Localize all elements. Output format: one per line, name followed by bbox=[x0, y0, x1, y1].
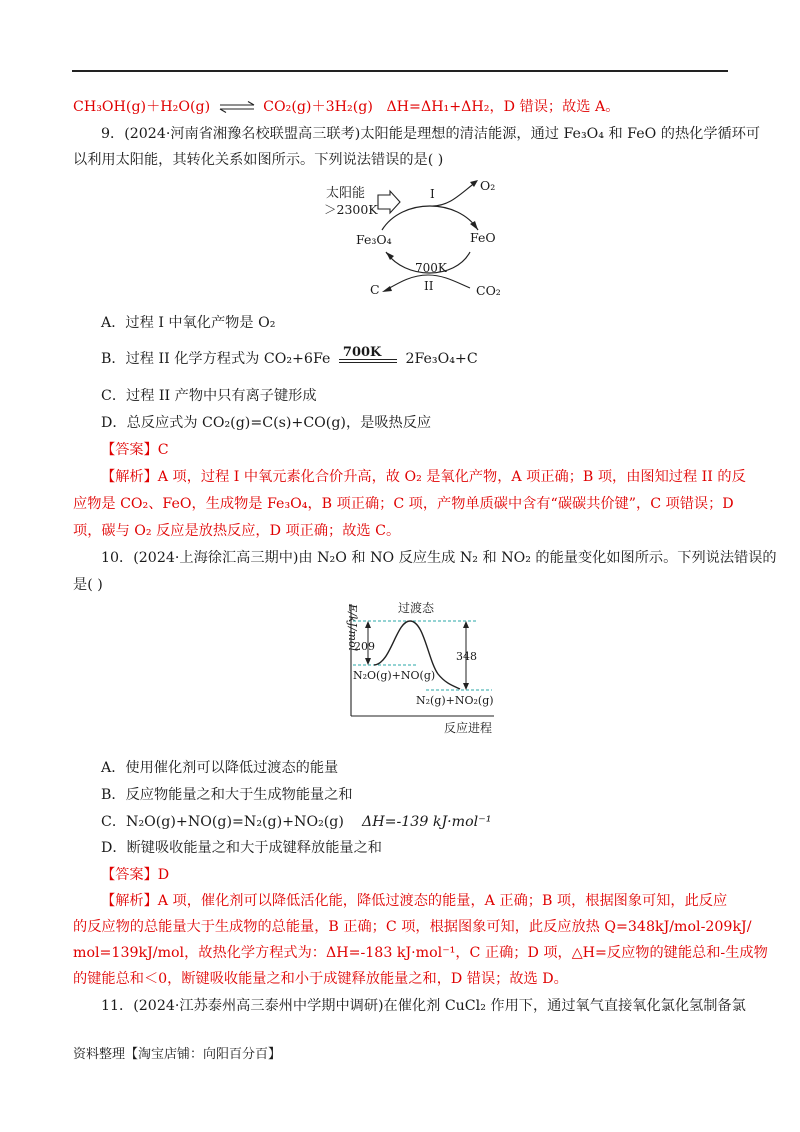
fig-o2-label: O₂ bbox=[480, 178, 496, 193]
footer-source: 资料整理【淘宝店铺：向阳百分百】 bbox=[73, 1047, 282, 1062]
fig-reactants-label: N₂O(g)+NO(g) bbox=[353, 669, 436, 682]
condition-bar-top bbox=[339, 359, 397, 360]
reaction-condition-label: 700K bbox=[342, 345, 382, 360]
fig-co2-label: CO₂ bbox=[476, 283, 501, 298]
q9-stem-line2: 以利用太阳能，其转化关系如图所示。下列说法错误的是( ) bbox=[73, 152, 444, 168]
q9-cycle-figure bbox=[320, 172, 520, 302]
q9-option-c: C．过程 II 产物中只有离子键形成 bbox=[101, 388, 317, 404]
q10-energy-diagram bbox=[336, 598, 506, 740]
co2-branch bbox=[428, 275, 470, 288]
reaction-condition bbox=[339, 345, 397, 369]
o2-branch bbox=[432, 182, 476, 206]
q9-explanation-line2: 应物是 CO₂、FeO，生成物是 Fe₃O₄，B 项正确；C 项，产物单质碳中含有“碳碳共价键”，C 项错误；D bbox=[73, 496, 734, 512]
fig-temp2-label: 700K bbox=[415, 261, 447, 275]
q10-option-c bbox=[101, 812, 761, 832]
q10-explanation-line4: 的键能总和＜0，断键吸收能量之和小于成键释放能量之和，D 错误；故选 D。 bbox=[73, 971, 568, 987]
header-rule bbox=[72, 70, 728, 72]
q9-option-b-post: 2Fe₃O₄+C bbox=[405, 351, 478, 367]
process1-arc bbox=[382, 206, 478, 230]
q9-answer: 【答案】C bbox=[101, 442, 169, 458]
q10-option-a: A．使用催化剂可以降低过渡态的能量 bbox=[101, 760, 339, 776]
q8-eq-left: CH₃OH(g)＋H₂O(g) bbox=[73, 99, 211, 115]
q10-answer: 【答案】D bbox=[101, 867, 170, 883]
q10-stem-line1: 10．(2024·上海徐汇高三期中)由 N₂O 和 NO 反应生成 N₂ 和 NO₂ 的能量变化如图所示。下列说法错误的 bbox=[101, 550, 777, 566]
q10-explanation-line1: 【解析】A 项，催化剂可以降低活化能，降低过渡态的能量，A 正确；B 项，根据图象可知，此反应 bbox=[101, 893, 728, 909]
q8-dh: ΔH=ΔH₁+ΔH₂ bbox=[386, 99, 490, 115]
dh-arrowhead-bottom bbox=[463, 683, 469, 690]
q9-explanation-line3: 项，碳与 O₂ 反应是放热反应，D 项正确；故选 C。 bbox=[73, 523, 401, 539]
condition-bar-bottom bbox=[339, 362, 397, 363]
fig-feo-label: FeO bbox=[470, 230, 496, 245]
fig-ts-label: 过渡态 bbox=[398, 601, 435, 615]
fig-c-label: C bbox=[370, 282, 380, 297]
q8-eq-right: CO₂(g)＋3H₂(g) bbox=[263, 99, 373, 115]
solar-arrow-icon bbox=[378, 191, 400, 213]
process2-arrowhead bbox=[386, 252, 394, 260]
q10-explanation-line2: 的反应物的总能量大于生成物的总能量，B 正确；C 项，根据图象可知，此反应放热 Q=348kJ/mol-209kJ/ bbox=[73, 919, 752, 935]
fig-dh-value: 348 bbox=[456, 650, 477, 663]
q9-option-b bbox=[101, 345, 761, 369]
fig-ea-value: 209 bbox=[354, 640, 375, 653]
q10-option-c-eq: C．N₂O(g)+NO(g)=N₂(g)+NO₂(g) bbox=[101, 814, 344, 830]
fig-proc1-label: I bbox=[430, 187, 435, 201]
q10-option-b: B．反应物能量之和大于生成物能量之和 bbox=[101, 787, 353, 803]
ea-arrowhead-bottom bbox=[365, 658, 371, 665]
q10-option-d: D．断键吸收能量之和大于成键释放能量之和 bbox=[101, 840, 382, 856]
q9-stem-line1: 9．(2024·河南省湘豫名校联盟高三联考)太阳能是理想的清洁能源，通过 Fe₃O₄ 和 FeO 的热化学循环可 bbox=[101, 126, 761, 142]
q9-option-d: D．总反应式为 CO₂(g)=C(s)+CO(g)，是吸热反应 bbox=[101, 415, 432, 431]
fig-proc2-label: II bbox=[424, 279, 434, 293]
c-branch bbox=[386, 275, 428, 290]
fig-products-label: N₂(g)+NO₂(g) bbox=[416, 694, 494, 707]
q9-option-a: A．过程 I 中氧化产物是 O₂ bbox=[101, 315, 276, 331]
q10-option-c-dh: ΔH=-139 kJ·mol⁻¹ bbox=[361, 814, 492, 830]
fig-xlabel: 反应进程 bbox=[444, 721, 493, 735]
equilibrium-arrow-icon bbox=[217, 101, 257, 113]
fig-temp-label: ＞2300K bbox=[324, 202, 378, 217]
q8-equation-line bbox=[73, 97, 733, 117]
fig-ylabel: E/kJ/mol bbox=[346, 604, 359, 652]
q9-explanation-line1: 【解析】A 项，过程 I 中氧元素化合价升高，故 O₂ 是氧化产物，A 项正确；B 项，由图知过程 II 的反 bbox=[101, 469, 746, 485]
q9-option-b-pre: B．过程 II 化学方程式为 CO₂+6Fe bbox=[101, 351, 331, 367]
ea-arrowhead-top bbox=[365, 621, 371, 628]
fig-fe3o4-label: Fe₃O₄ bbox=[356, 232, 392, 247]
q10-stem-line2: 是( ) bbox=[73, 577, 103, 593]
q11-stem-line1: 11．(2024·江苏泰州高三泰州中学期中调研)在催化剂 CuCl₂ 作用下，通过氧气直接氧化氯化氢制备氯 bbox=[101, 998, 746, 1014]
q10-explanation-line3: mol=139kJ/mol，故热化学方程式为：ΔH=-183 kJ·mol⁻¹，C 正确；D 项，△H=反应物的键能总和-生成物 bbox=[73, 945, 768, 961]
dh-arrowhead-top bbox=[463, 621, 469, 628]
fig-solar-label: 太阳能 bbox=[326, 186, 366, 201]
q8-tail: ，D 错误；故选 A。 bbox=[489, 99, 620, 115]
